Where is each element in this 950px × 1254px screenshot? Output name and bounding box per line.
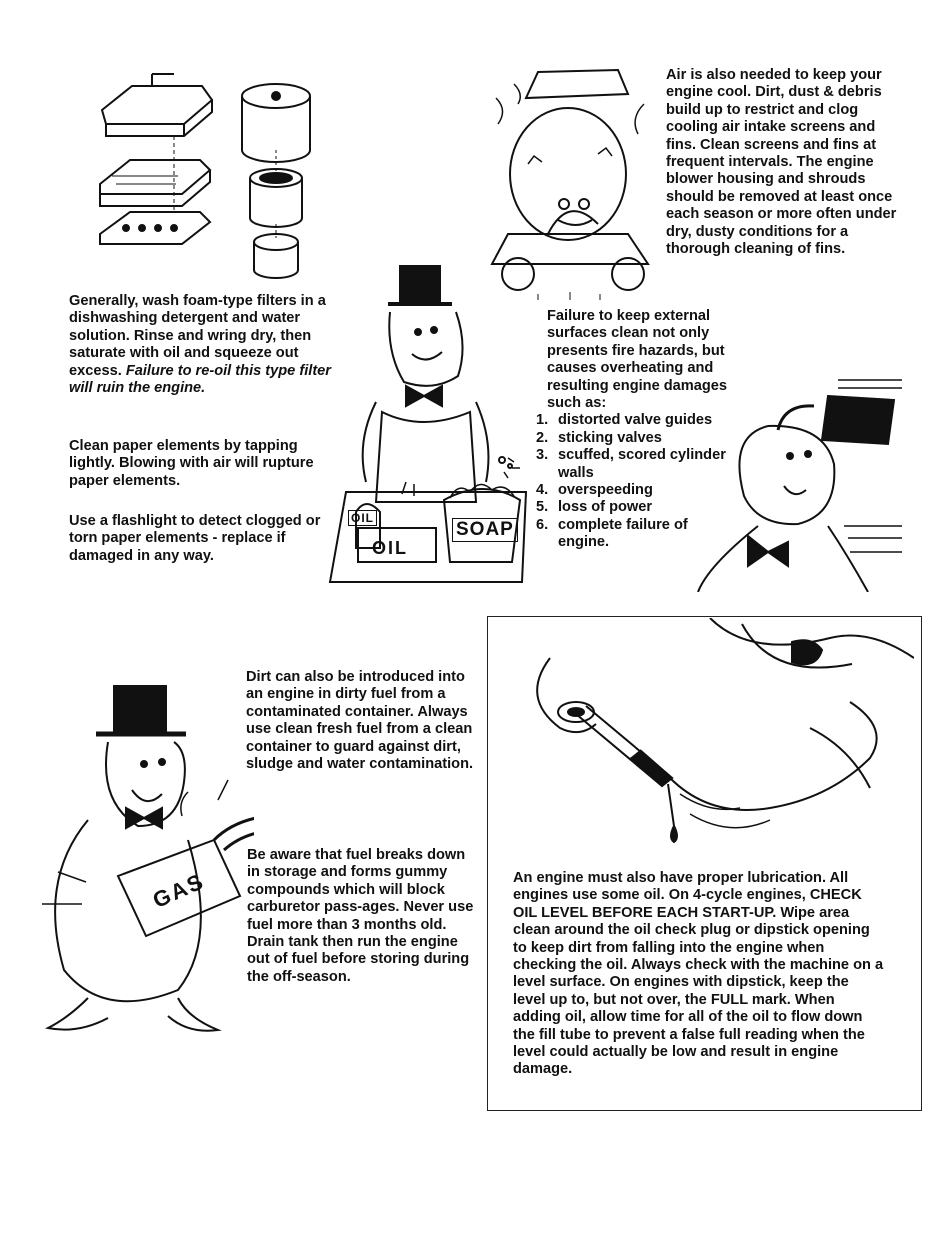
dirty-fuel-paragraph <box>246 669 474 773</box>
lubrication-text: An engine must also have proper lubrication. All engines use some oil. On 4-cycle engines, CHECK OIL LEVEL BEFORE EACH START-UP. Wipe area clean around the oil check plug or dipstick opening to keep dirt from falling into the engine when checking the oil. Always check with the machine on a level surface. On engines with dipstick, keep the level up to, but not over, the FULL mark. When adding oil, allow time for all of the oil to flow down the fill tube to prevent a false full reading when the level could actually be low and result in engine damage. <box>513 870 884 1078</box>
fuel-storage-text: Be aware that fuel breaks down in storage and forms gummy compounds which will block carburetor pass-ages. Never use fuel more than 3 months old. Drain tank then run the engine out of fuel before storing during the off-season. <box>247 847 474 985</box>
foam-filter-text: Generally, wash foam-type filters in a dishwashing detergent and water solution. Rinse and wring dry, then saturate with oil and squeeze out excess. <box>69 293 326 379</box>
soap-bucket-label: SOAP <box>452 518 518 542</box>
oil-can-label: OIL <box>348 510 377 526</box>
oil-box-label: OIL <box>372 538 408 558</box>
foam-filter-exploded-illustration <box>92 72 222 252</box>
turtle-washing-filter-illustration <box>326 262 532 587</box>
paper-element-tapping-text: Clean paper elements by tapping lightly. Blowing with air will rupture paper elements. <box>69 438 314 489</box>
list-item: 4. overspeeding <box>536 482 653 499</box>
list-item: 6. complete failure of engine. <box>536 516 688 551</box>
list-item: 2. sticking valves <box>536 429 662 446</box>
gas-can-label: GAS <box>149 868 209 913</box>
air-cooling-text: Air is also needed to keep your engine cool. Dirt, dust & debris build up to restrict and clog cooling air intake screens and fins. Clean screens and fins at frequent intervals. The engine blower housing and shrouds should be removed at least once each season or more often under dry, dusty conditions for a thorough cleaning of fins. <box>666 67 897 258</box>
flashlight-text: Use a flashlight to detect clogged or torn paper elements - replace if damaged in any way. <box>69 513 321 564</box>
foam-filter-paragraph <box>69 293 331 397</box>
external-surfaces-intro: Failure to keep external surfaces clean not only presents fire hazards, but causes overheating and resulting engine damages such as: <box>547 308 728 412</box>
fuel-storage-paragraph <box>247 847 475 986</box>
paper-filter-cylinders-illustration <box>236 78 316 283</box>
air-cooling-paragraph <box>666 67 898 258</box>
foam-filter-warning: Failure to re-oil this type filter will ruin the engine. <box>69 362 331 397</box>
engine-damage-list <box>536 412 751 551</box>
list-item: 5. loss of power <box>536 499 653 516</box>
dirty-fuel-text: Dirt can also be introduced into an engine in dirty fuel from a contaminated container. Always use clean fresh fuel from a clean container to guard against dirt, sludge and water contamination. <box>246 669 474 773</box>
turtle-gas-can-illustration <box>28 680 254 1048</box>
list-item: 3. scuffed, scored cylinder walls <box>536 447 726 481</box>
flashlight-paragraph <box>69 513 337 565</box>
paper-element-tapping-paragraph <box>69 438 331 490</box>
list-item: 1. distorted valve guides <box>536 412 713 429</box>
lubrication-paragraph <box>513 870 885 1079</box>
external-surfaces-section <box>536 308 751 552</box>
